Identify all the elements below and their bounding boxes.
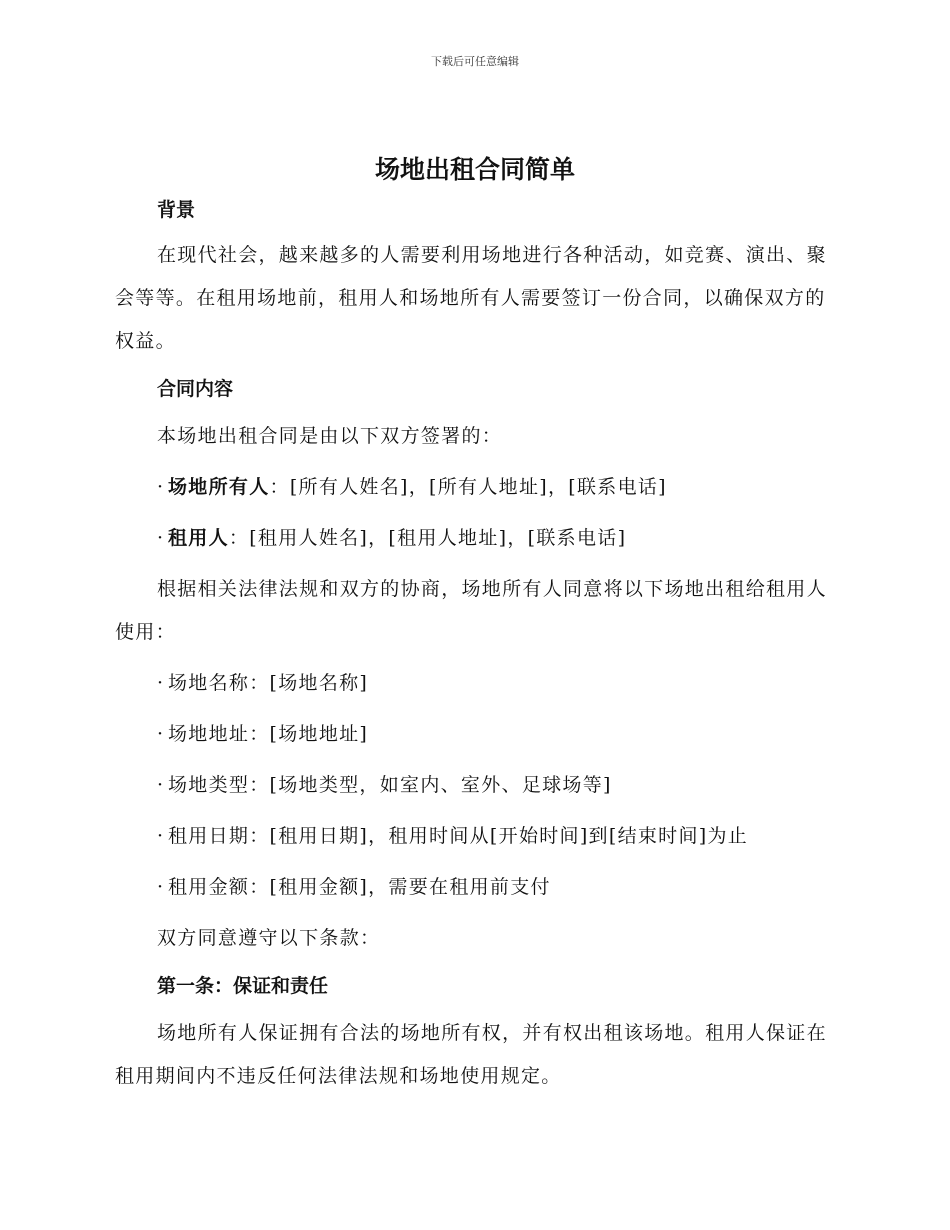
parties-intro: 本场地出租合同是由以下双方签署的：	[157, 425, 503, 447]
venue-item-date	[115, 815, 835, 858]
agreement-paragraph: 根据相关法律法规和双方的协商，场地所有人同意将以下场地出租给租用人使用：	[115, 578, 827, 643]
venue-item-text: 租用日期：[租用日期]，租用时间从[开始时间]到[结束时间]为止	[168, 825, 749, 847]
venue-item-text: 租用金额：[租用金额]，需要在租用前支付	[168, 876, 551, 898]
venue-item-text: 场地类型：[场地类型，如室内、室外、足球场等]	[168, 774, 612, 796]
party-renter	[115, 517, 835, 560]
background-paragraph: 在现代社会，越来越多的人需要利用场地进行各种活动，如竞赛、演出、聚会等等。在租用场地前，租用人和场地所有人需要签订一份合同，以确保双方的权益。	[115, 244, 827, 352]
party-owner-label: 场地所有人	[168, 476, 270, 498]
bullet-dot: ·	[157, 825, 165, 847]
contract-heading: 合同内容	[157, 378, 234, 400]
background-heading: 背景	[157, 199, 196, 221]
party-renter-label: 租用人	[168, 527, 229, 549]
venue-item-name	[115, 662, 835, 705]
party-owner	[115, 466, 835, 509]
venue-item-type	[115, 764, 835, 807]
party-renter-text: ：[租用人姓名]，[租用人地址]，[联系电话]	[228, 527, 627, 549]
bullet-dot: ·	[157, 723, 165, 745]
venue-item-text: 场地地址：[场地地址]	[168, 723, 369, 745]
bullet-dot: ·	[157, 527, 165, 549]
bullet-dot: ·	[157, 672, 165, 694]
document-body	[115, 192, 835, 1098]
article1-paragraph: 场地所有人保证拥有合法的场地所有权，并有权出租该场地。租用人保证在租用期间内不违反任何法律法规和场地使用规定。	[115, 1022, 827, 1087]
document-title: 场地出租合同简单	[374, 155, 575, 184]
bullet-dot: ·	[157, 876, 165, 898]
bullet-dot: ·	[157, 774, 165, 796]
terms-intro: 双方同意遵守以下条款：	[157, 927, 381, 949]
article1-heading: 第一条：保证和责任	[157, 975, 329, 997]
venue-item-text: 场地名称：[场地名称]	[168, 672, 369, 694]
bullet-dot: ·	[157, 476, 165, 498]
venue-item-amount	[115, 866, 835, 909]
party-owner-text: ：[所有人姓名]，[所有人地址]，[联系电话]	[269, 476, 667, 498]
page-header-note: 下载后可任意编辑	[431, 55, 519, 68]
venue-item-address	[115, 713, 835, 756]
